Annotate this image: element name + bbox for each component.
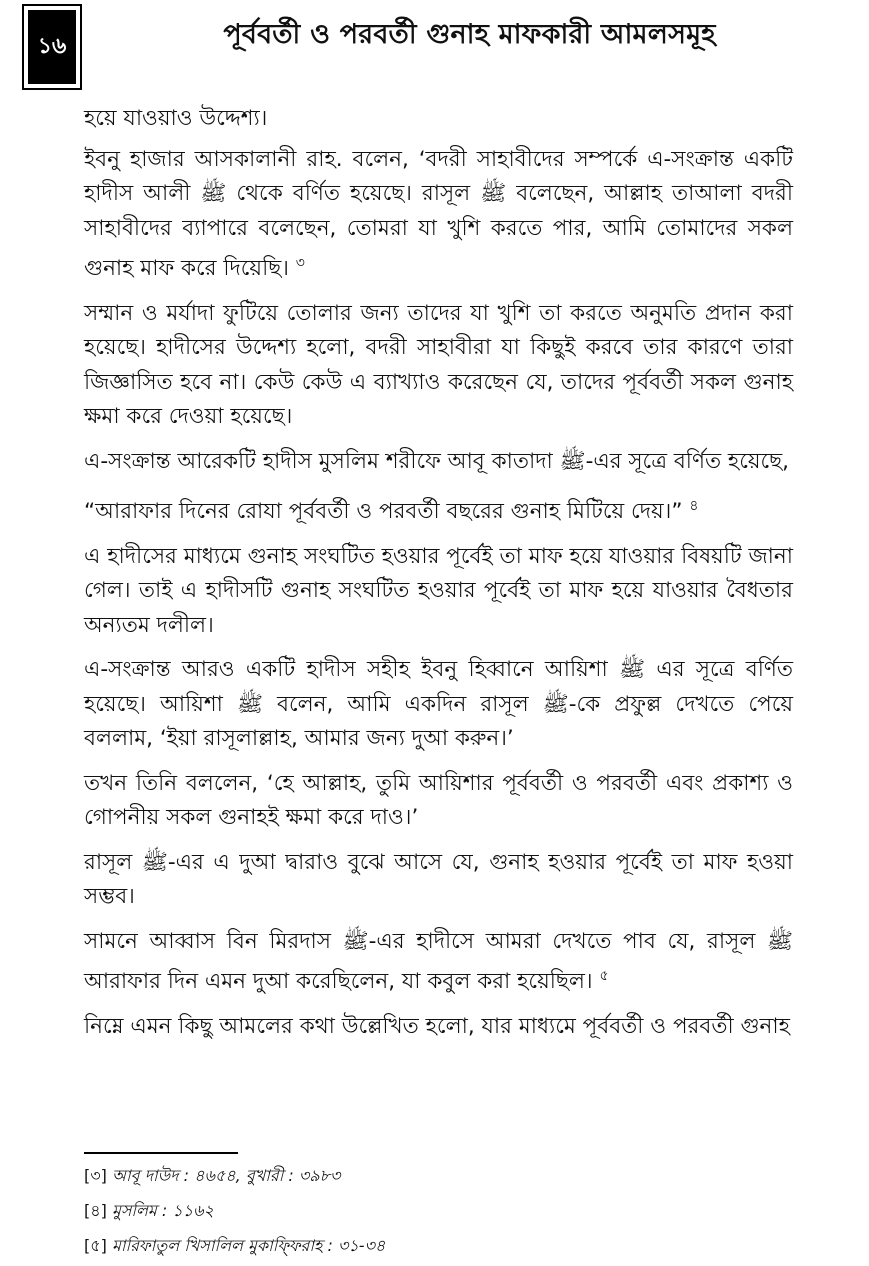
- paragraph: [84, 540, 793, 644]
- running-title: পূর্ববর্তী ও পরবর্তী গুনাহ মাফকারী আমলসমূহ: [223, 19, 716, 50]
- paragraph: [84, 1010, 793, 1045]
- paragraph-text: সম্মান ও মর্যাদা ফুটিয়ে তোলার জন্য তাদের যা খুশি তা করতে অনুমতি প্রদান করা হয়েছে। হাদীসের উদ্দেশ্য হলো, বদরী সাহাবীরা যা কিছুই করবে তার কারণে তারা জিজ্ঞাসিত হবে না। কেউ কেউ এ ব্যাখ্যাও করেছেন যে, তাদের পূর্ববর্তী সকল গুনাহ ক্ষমা করে দেওয়া হয়েছে।: [84, 300, 793, 430]
- paragraph: [84, 489, 793, 530]
- footnotes: [84, 1158, 385, 1263]
- paragraph: [84, 653, 793, 757]
- footnote-source: আবূ দাউদ : ৪৬৫৪, বুখারী : ৩৯৮৩: [111, 1166, 341, 1185]
- paragraph-text: “আরাফার দিনের রোযা পূর্ববর্তী ও পরবর্তী বছরের গুনাহ মিটিয়ে দেয়।”: [84, 499, 683, 525]
- page-number-box: [22, 4, 82, 90]
- paragraph: [84, 767, 793, 836]
- footnote: [84, 1158, 385, 1193]
- footnote-ref: [৪]: [84, 1201, 107, 1220]
- paragraph: [84, 846, 793, 915]
- footnote-ref: [৩]: [84, 1166, 107, 1185]
- paragraph-text: তখন তিনি বললেন, ‘হে আল্লাহ, তুমি আয়িশার পূর্ববর্তী ও পরবর্তী এবং প্রকাশ্য ও গোপনীয় সকল গুনাহই ক্ষমা করে দাও।’: [84, 770, 793, 831]
- paragraph-text: ইবনু হাজার আসকালানী রাহ. বলেন, ‘বদরী সাহাবীদের সম্পর্কে এ-সংক্রান্ত একটি হাদীস আলী ﷺ থেকে বর্ণিত হয়েছে। রাসূল ﷺ বলেছেন, আল্লাহ তাআলা বদরী সাহাবীদের ব্যাপারে বলেছেন, তোমরা যা খুশি করতে পার, আমি তোমাদের সকল গুনাহ মাফ করে দিয়েছি।: [84, 146, 793, 282]
- paragraph-text: সামনে আব্বাস বিন মিরদাস ﷺ-এর হাদীসে আমরা দেখতে পাব যে, রাসূল ﷺ আরাফার দিন এমন দুআ করেছিলেন, যা কবুল করা হয়েছিল।: [84, 928, 793, 995]
- paragraph: [84, 925, 793, 1000]
- footnote-divider: [84, 1152, 238, 1154]
- paragraph: [84, 143, 793, 287]
- footnote-marker: ৫: [599, 968, 609, 985]
- footnote-ref: [৫]: [84, 1236, 107, 1255]
- paragraph: [84, 297, 793, 435]
- paragraph-text: এ-সংক্রান্ত আরেকটি হাদীস মুসলিম শরীফে আবূ কাতাদা ﷺ-এর সূত্রে বর্ণিত হয়েছে,: [84, 448, 790, 474]
- footnote-marker: ৪: [689, 498, 699, 515]
- paragraph-text: রাসূল ﷺ-এর এ দুআ দ্বারাও বুঝে আসে যে, গুনাহ হওয়ার পূর্বেই তা মাফ হওয়া সম্ভব।: [84, 849, 794, 910]
- paragraph-text: এ-সংক্রান্ত আরও একটি হাদীস সহীহ ইবনু হিব্বানে আয়িশা ﷺ এর সূত্রে বর্ণিত হয়েছে। আয়িশা ﷺ বলেন, আমি একদিন রাসূল ﷺ-কে প্রফুল্ল দেখতে পেয়ে বললাম, ‘ইয়া রাসূলাল্লাহ, আমার জন্য দুআ করুন।’: [84, 657, 793, 752]
- paragraph: [84, 102, 793, 137]
- paragraph-text: নিম্নে এমন কিছু আমলের কথা উল্লেখিত হলো, যার মাধ্যমে পূর্ববর্তী ও পরবর্তী গুনাহ: [84, 1013, 790, 1039]
- paragraph-text: হয়ে যাওয়াও উদ্দেশ্য।: [84, 106, 268, 131]
- body-text: [84, 102, 793, 1054]
- footnote-source: মারিফাতুল খিসালিল মুকাফ্ফিরাহ : ৩১-৩৪: [111, 1236, 386, 1255]
- footnote-source: মুসলিম : ১১৬২: [111, 1201, 214, 1220]
- paragraph: [84, 445, 793, 480]
- page-number: ১৬: [28, 10, 76, 84]
- paragraph-text: এ হাদীসের মাধ্যমে গুনাহ সংঘটিত হওয়ার পূর্বেই তা মাফ হয়ে যাওয়ার বিষয়টি জানা গেল। তাই এ হাদীসটি গুনাহ সংঘটিত হওয়ার পূর্বেই তা মাফ হয়ে যাওয়ার বৈধতার অন্যতম দলীল।: [84, 543, 793, 638]
- footnote-marker: ৩: [295, 255, 305, 271]
- footnote: [84, 1228, 385, 1263]
- footnote: [84, 1193, 385, 1228]
